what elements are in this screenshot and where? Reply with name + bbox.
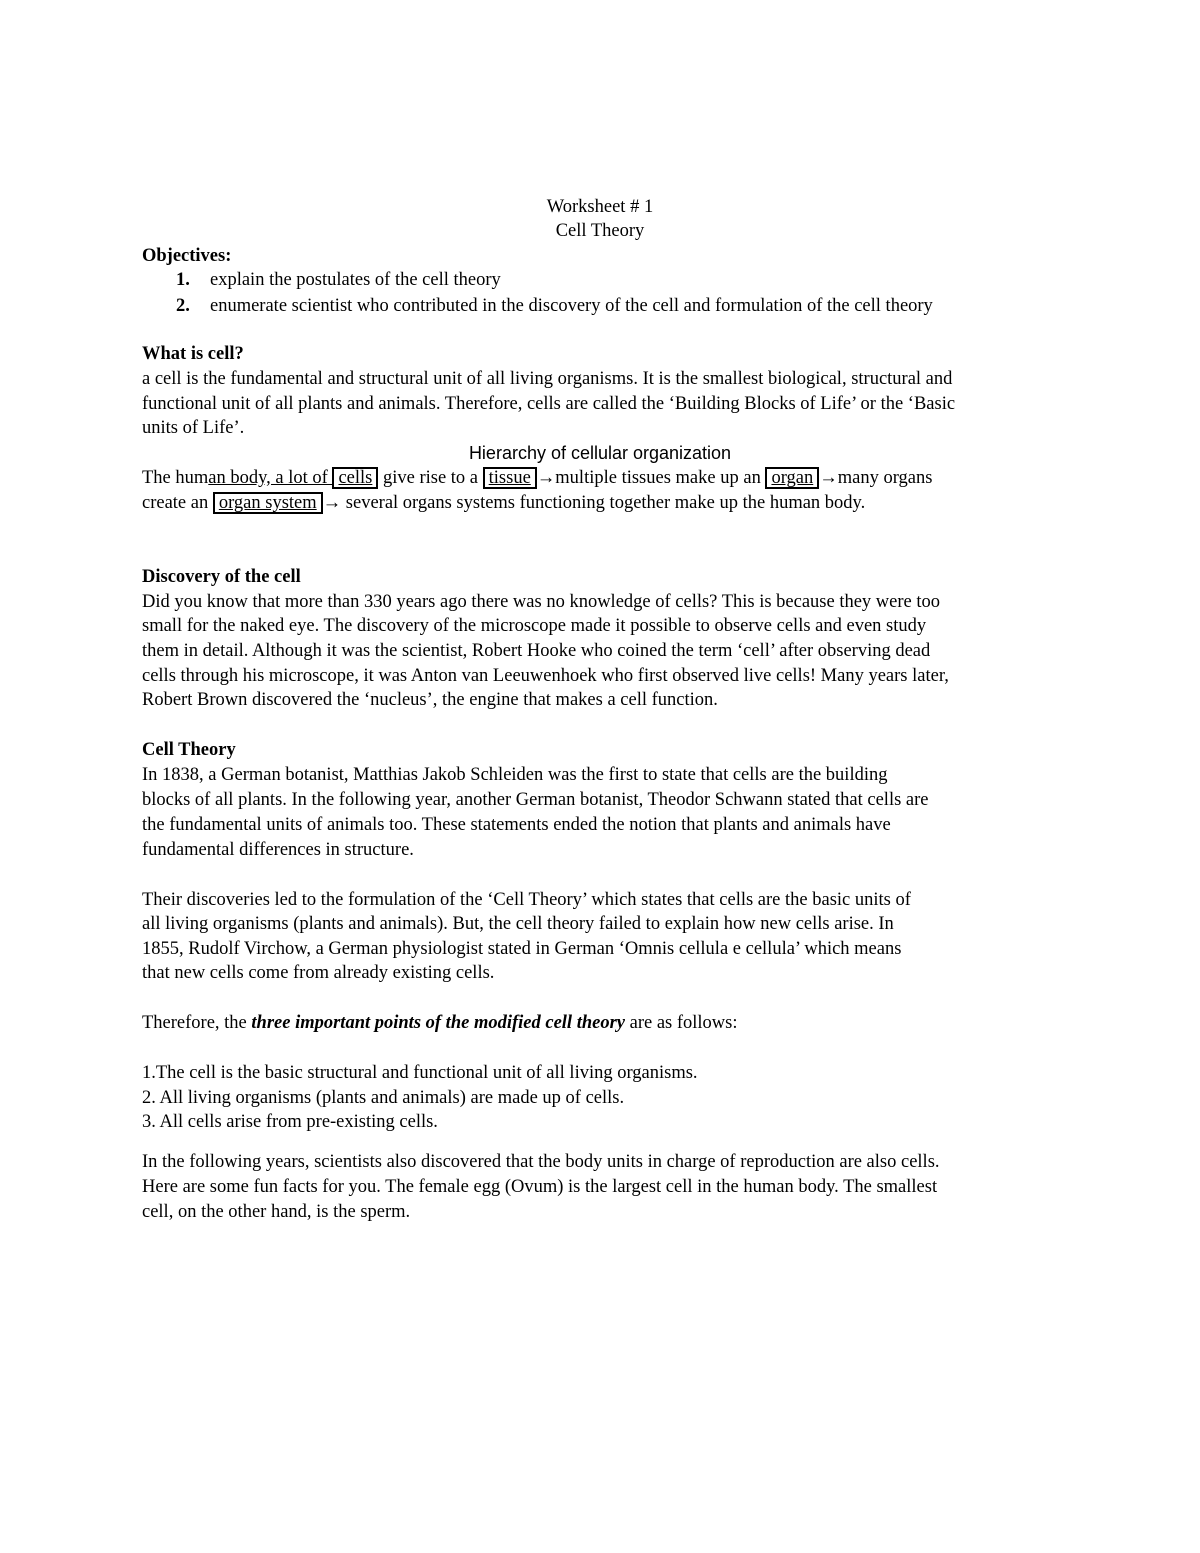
paragraph-line: 1855, Rudolf Virchow, a German physiologist stated in German ‘Omnis cellula e cellula’ which means bbox=[142, 939, 902, 959]
hierarchy-title: Hierarchy of cellular organization bbox=[468, 443, 732, 463]
objective-item bbox=[176, 294, 933, 318]
theory-point: 3. All cells arise from pre-existing cells. bbox=[142, 1112, 438, 1132]
objective-text: explain the postulates of the cell theory bbox=[210, 270, 501, 290]
paragraph-line: blocks of all plants. In the following year, another German botanist, Theodor Schwann stated that cells are bbox=[142, 790, 929, 810]
worksheet-number: Worksheet # 1 bbox=[546, 197, 654, 217]
hierarchy-text: create an bbox=[142, 493, 213, 513]
hierarchy-text: → several organs systems functioning together make up the human body. bbox=[322, 493, 866, 513]
therefore-line bbox=[142, 1011, 738, 1035]
cells-box: cells bbox=[332, 467, 378, 489]
paragraph-line: Their discoveries led to the formulation of the ‘Cell Theory’ which states that cells are the basic units of bbox=[142, 890, 911, 910]
hierarchy-text: →multiple tissues make up an bbox=[536, 468, 766, 488]
objective-text: enumerate scientist who contributed in the discovery of the cell and formulation of the cell theory bbox=[210, 296, 933, 316]
paragraph-line: In 1838, a German botanist, Matthias Jakob Schleiden was the first to state that cells are the building bbox=[142, 765, 888, 785]
paragraph-line: cell, on the other hand, is the sperm. bbox=[142, 1202, 411, 1222]
paragraph-line: Did you know that more than 330 years ago there was no knowledge of cells? This is because they were too bbox=[142, 592, 941, 612]
paragraph-line: cells through his microscope, it was Anton van Leeuwenhoek who first observed live cells! Many years later, bbox=[142, 666, 949, 686]
paragraph-line: a cell is the fundamental and structural unit of all living organisms. It is the smallest biological, structural and bbox=[142, 369, 953, 389]
what-is-cell-heading: What is cell? bbox=[142, 344, 244, 364]
organ-box: organ bbox=[765, 467, 819, 489]
paragraph-line: that new cells come from already existing cells. bbox=[142, 963, 495, 983]
objective-number: 1. bbox=[176, 270, 190, 290]
paragraph-line: functional unit of all plants and animals. Therefore, cells are called the ‘Building Blocks of Life’ or the ‘Basic bbox=[142, 394, 956, 414]
discovery-heading: Discovery of the cell bbox=[142, 567, 301, 587]
objective-number: 2. bbox=[176, 296, 190, 316]
tissue-box: tissue bbox=[483, 467, 537, 489]
theory-point: 2. All living organisms (plants and animals) are made up of cells. bbox=[142, 1088, 625, 1108]
theory-point: 1.The cell is the basic structural and functional unit of all living organisms. bbox=[142, 1063, 698, 1083]
organ-system-box: organ system bbox=[213, 492, 323, 514]
hierarchy-line-2 bbox=[142, 491, 865, 515]
paragraph-line: them in detail. Although it was the scientist, Robert Hooke who coined the term ‘cell’ after observing dead bbox=[142, 641, 931, 661]
objective-item bbox=[176, 268, 501, 292]
page-title: Cell Theory bbox=[555, 221, 645, 241]
paragraph-line: all living organisms (plants and animals). But, the cell theory failed to explain how new cells arise. In bbox=[142, 914, 894, 934]
paragraph-line: small for the naked eye. The discovery of the microscope made it possible to observe cells and even study bbox=[142, 616, 927, 636]
hierarchy-text: give rise to a bbox=[378, 468, 483, 488]
therefore-text: Therefore, the bbox=[142, 1013, 252, 1033]
hierarchy-line-1 bbox=[142, 466, 932, 490]
cell-theory-heading: Cell Theory bbox=[142, 740, 236, 760]
hierarchy-text: The hum bbox=[142, 468, 209, 488]
paragraph-line: Robert Brown discovered the ‘nucleus’, the engine that makes a cell function. bbox=[142, 690, 718, 710]
objectives-heading: Objectives: bbox=[142, 246, 232, 266]
therefore-text: are as follows: bbox=[625, 1013, 738, 1033]
paragraph-line: In the following years, scientists also discovered that the body units in charge of reproduction are also cells. bbox=[142, 1152, 940, 1172]
paragraph-line: the fundamental units of animals too. These statements ended the notion that plants and animals have bbox=[142, 815, 891, 835]
hierarchy-text: an body, a lot of bbox=[208, 468, 333, 488]
hierarchy-text: →many organs bbox=[819, 468, 933, 488]
paragraph-line: Here are some fun facts for you. The female egg (Ovum) is the largest cell in the human body. The smallest bbox=[142, 1177, 938, 1197]
paragraph-line: units of Life’. bbox=[142, 418, 245, 438]
emphasis-text: three important points of the modified cell theory bbox=[251, 1013, 625, 1033]
paragraph-line: fundamental differences in structure. bbox=[142, 840, 414, 860]
